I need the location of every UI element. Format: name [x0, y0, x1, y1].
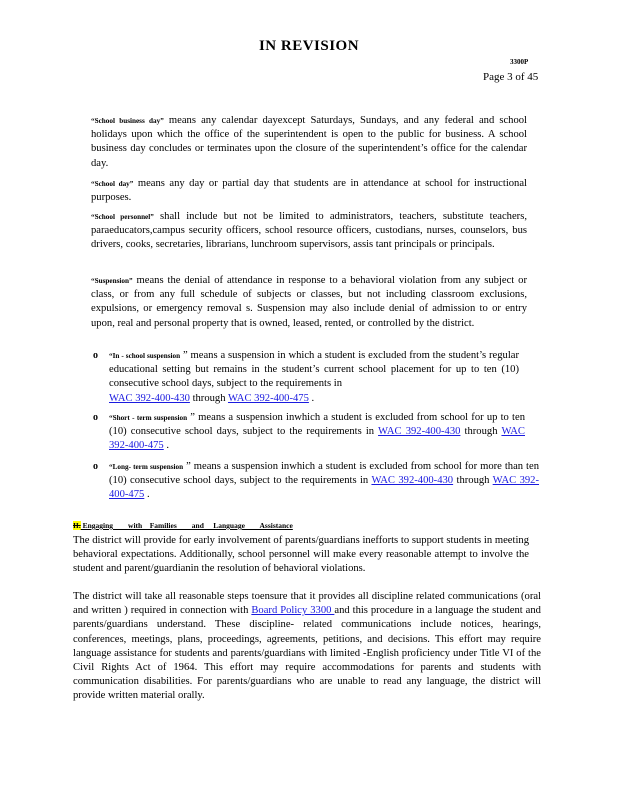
through-text: through: [453, 475, 493, 487]
definition-text: ” means a suspension inwhich a student is excluded from school for more than ten (10) consecutive school days, subject to the requirements in: [109, 461, 540, 487]
wac-link-430[interactable]: WAC 392-400-430: [371, 475, 454, 487]
definition-in-school-suspension: [109, 349, 519, 406]
page-title: IN REVISION: [258, 38, 360, 54]
section-paragraph-2: [73, 590, 541, 704]
section-paragraph-1: The district will provide for early involvement of parents/guardians inefforts to support students in meeting behavioral expectations. Additionally, school personnel will make every reasonable attempt to involve the student and parent/guardianin the resolution of behavioral violations.: [73, 535, 529, 575]
definition-term: “School personnel”: [91, 213, 154, 221]
period-text: .: [144, 489, 150, 501]
paragraph-text: and this procedure in a language the student and parents/guardians understand. These discipline- related communications include notices, hearings, conferences, meetings, plans, proceedings, agreements, petitions, and decisions. This effort may require language assistance for students and parents/guardians with limited -English proficiency under Title VI of the Civil Rights Act of 1964. This effort may require accommodations for parents and students with communication disabilities. For parents/guardians who are unable to read any language, the district will provide written material orally.: [73, 605, 541, 702]
wac-link-475[interactable]: WAC 392-400-475: [227, 392, 309, 404]
period-text: .: [308, 392, 315, 404]
policy-number: 3300P: [510, 58, 529, 66]
definition-text: means any calendar dayexcept Saturdays, Sundays, and any federal and school holidays upon which the office of the superintendent is open to the public for business. A school business day concludes or terminates upon the closure of the superintendent’s office for the calendar day.: [91, 115, 528, 169]
definition-text: ” means a suspension inwhich a student is excluded from school for up to ten (10) consecutive school days, subject to the requirements in: [109, 412, 525, 438]
paragraph-text: The district will take all reasonable steps toensure that it provides all discipline related communications (oral and written ) required in connection with: [73, 591, 541, 617]
definition-term: “School day”: [91, 180, 134, 188]
definition-school-business-day: [91, 114, 527, 171]
definition-text: ” means a suspension in which a student is excluded from the student’s regular educational setting but remains in the student’s current school placement for up to ten (10) consecutive school days, subject to the requirements in: [109, 350, 519, 390]
definition-suspension: [91, 274, 527, 331]
wac-link-475[interactable]: WAC 392-400-475: [109, 475, 540, 501]
board-policy-link[interactable]: Board Policy 3300: [251, 605, 335, 617]
sub-bullet-marker: o: [93, 350, 98, 361]
through-text: through: [189, 392, 228, 404]
sub-bullet-marker: o: [93, 461, 98, 472]
definition-school-personnel: [91, 210, 527, 253]
page-number: Page 3 of 45: [483, 71, 539, 83]
definition-text: means the denial of attendance in response to a behavioral violation from any subject or class, or from any full schedule of subjects or classes, but not including classroom exclusions, expulsions, or emergency removal s. Suspension may also include denial of admission to or entry upon, real and personal property that is owned, leased, rented, or controlled by the district.: [91, 275, 527, 329]
period-text: .: [163, 440, 170, 452]
sub-bullet-marker: o: [93, 412, 98, 423]
wac-link-430[interactable]: WAC 392-400-430: [109, 392, 190, 404]
definition-term: “Long- term suspension: [109, 463, 184, 471]
definition-long-term-suspension: [109, 460, 539, 503]
definition-term: “In - school suspension: [109, 352, 181, 360]
through-text: through: [460, 426, 502, 438]
definition-term: “Short - term suspension: [109, 414, 188, 422]
section-heading: [73, 515, 293, 533]
definition-term: “School business day”: [91, 117, 164, 125]
wac-link-430[interactable]: WAC 392-400-430: [378, 426, 461, 438]
section-title: Engaging with Families and Language Assistance: [80, 521, 293, 530]
wac-link-475[interactable]: WAC 392-400-475: [109, 426, 525, 452]
definition-text: shall include but not be limited to administrators, teachers, substitute teachers, paraeducators,campus security officers, school resource officers, custodians, nurses, counselors, bus drivers, cooks, secretaries, librarians, lunchroom supervisors, assis tant principals or principals.: [91, 211, 527, 251]
definition-short-term-suspension: [109, 411, 525, 454]
definition-term: “Suspension”: [91, 277, 133, 285]
section-number: II.: [73, 521, 81, 530]
definition-text: means any day or partial day that students are in attendance at school for instructional purposes.: [91, 178, 527, 204]
definition-school-day: [91, 177, 527, 205]
